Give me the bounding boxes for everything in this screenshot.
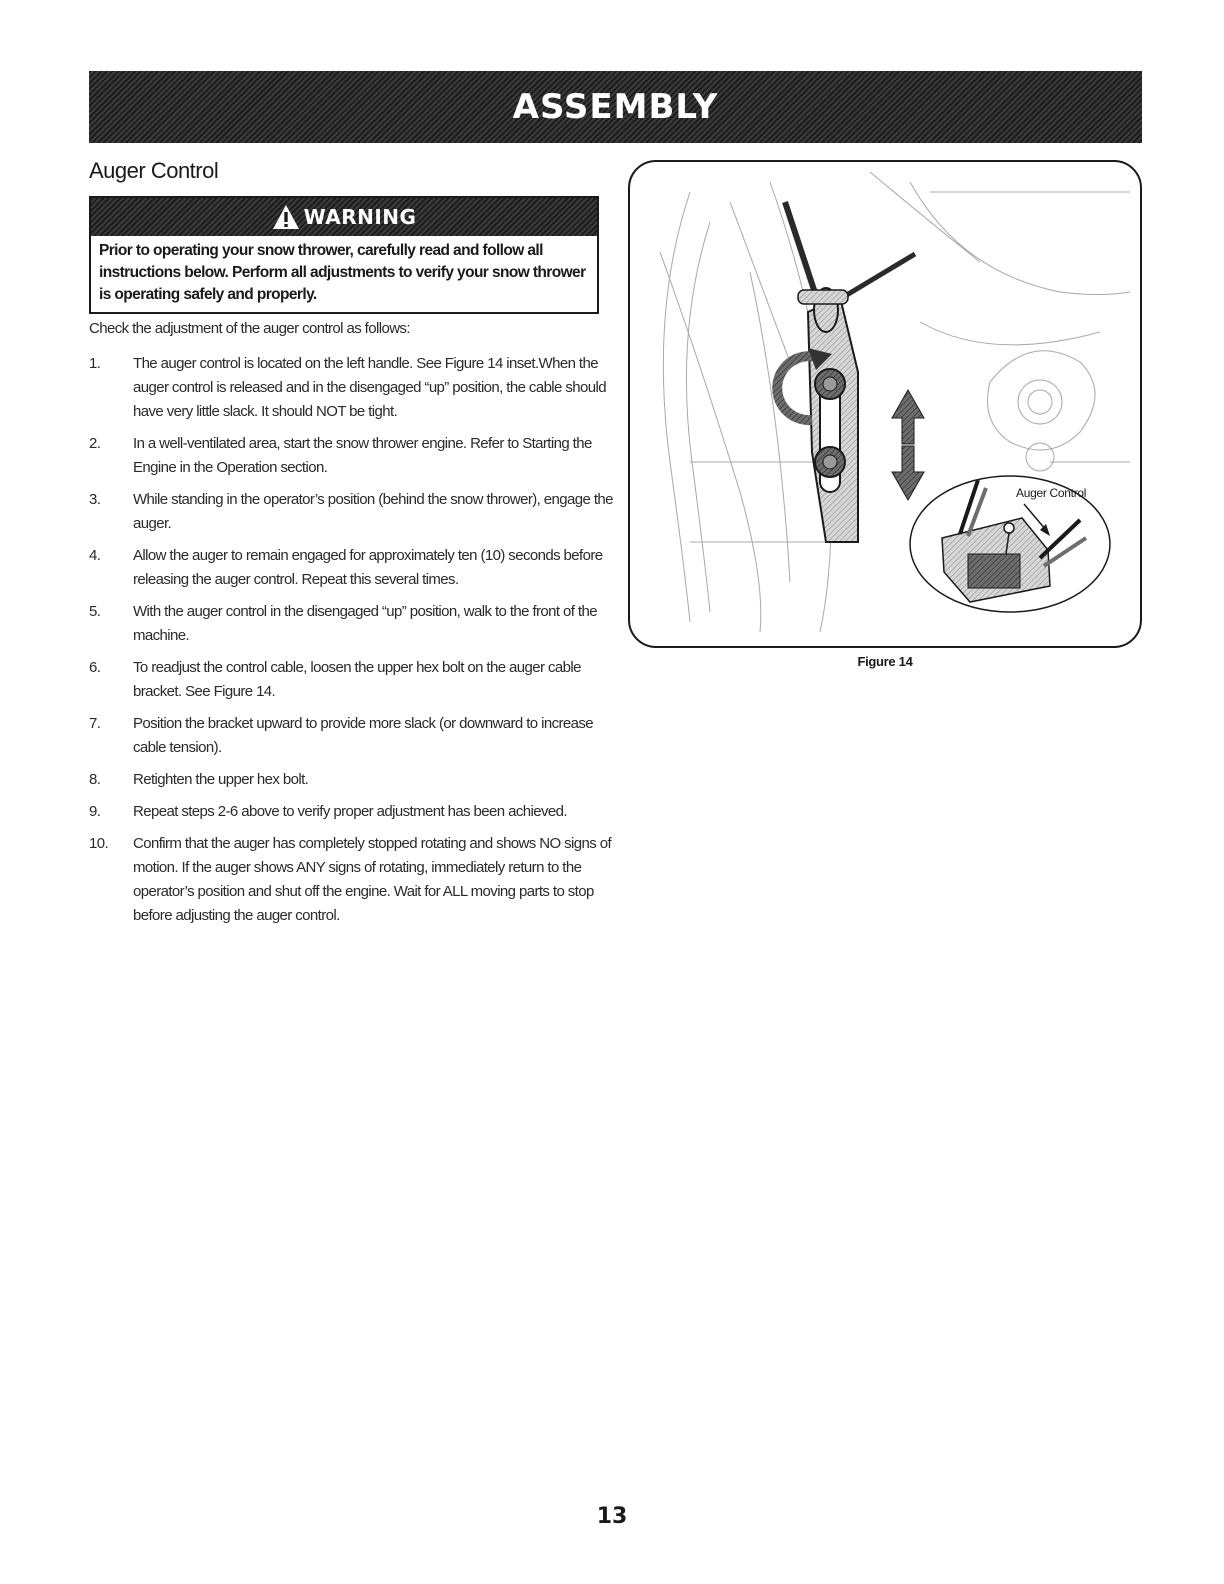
page-number: 13 [596, 1504, 628, 1529]
figure-14 [628, 160, 1142, 648]
step-text: Confirm that the auger has completely stopped rotating and shows NO signs of motion. If the auger shows ANY signs of rotating, immediately return to the operator’s position and shut off the engine. Wait for ALL moving parts to stop before adjusting the auger control. [133, 835, 612, 924]
step-number: 10. [89, 835, 109, 852]
list-item [89, 832, 614, 928]
list-item [89, 544, 614, 592]
step-text: In a well-ventilated area, start the snow thrower engine. Refer to Starting the Engine in the Operation section. [133, 435, 592, 476]
step-number: 1. [89, 355, 101, 372]
step-text: Allow the auger to remain engaged for approximately ten (10) seconds before releasing the auger control. Repeat this several times. [133, 547, 603, 588]
step-number: 2. [89, 435, 101, 452]
warning-header [91, 198, 597, 236]
step-number: 9. [89, 803, 101, 820]
warning-box [89, 196, 599, 314]
list-item [89, 768, 614, 792]
list-item [89, 352, 614, 424]
step-text: The auger control is located on the left handle. See Figure 14 inset.When the auger control is released and in the disengaged “up” position, the cable should have very little slack. It should NOT be tight. [133, 355, 606, 420]
step-number: 7. [89, 715, 101, 732]
step-number: 5. [89, 603, 101, 620]
list-item [89, 600, 614, 648]
step-number: 4. [89, 547, 101, 564]
warning-text: Prior to operating your snow thrower, carefully read and follow all instructions below. Perform all adjustments to verify your snow thrower is operating safely and properly. [99, 242, 586, 303]
step-text: Position the bracket upward to provide more slack (or downward to increase cable tension). [133, 715, 594, 756]
step-text: Retighten the upper hex bolt. [133, 771, 309, 788]
step-text: Repeat steps 2-6 above to verify proper adjustment has been achieved. [133, 803, 567, 820]
auger-bracket-illustration [630, 162, 1140, 646]
figure-caption: Figure 14 [857, 654, 913, 669]
step-number: 8. [89, 771, 101, 788]
step-number: 3. [89, 491, 101, 508]
step-text: While standing in the operator’s position (behind the snow thrower), engage the auger. [133, 491, 613, 532]
intro-text: Check the adjustment of the auger control as follows: [89, 320, 410, 337]
list-item [89, 656, 614, 704]
steps-list [89, 352, 614, 936]
list-item [89, 800, 614, 824]
list-item [89, 432, 614, 480]
step-number: 6. [89, 659, 101, 676]
warning-triangle-icon [272, 204, 300, 230]
list-item [89, 712, 614, 760]
list-item [89, 488, 614, 536]
inset-label: Auger Control [1016, 486, 1087, 500]
step-text: To readjust the control cable, loosen the upper hex bolt on the auger cable bracket. See Figure 14. [133, 659, 581, 700]
warning-label: WARNING [303, 205, 417, 229]
section-title: Auger Control [89, 158, 219, 183]
section-banner [89, 71, 1142, 143]
step-text: With the auger control in the disengaged “up” position, walk to the front of the machine. [133, 603, 597, 644]
banner-title: ASSEMBLY [512, 87, 719, 127]
